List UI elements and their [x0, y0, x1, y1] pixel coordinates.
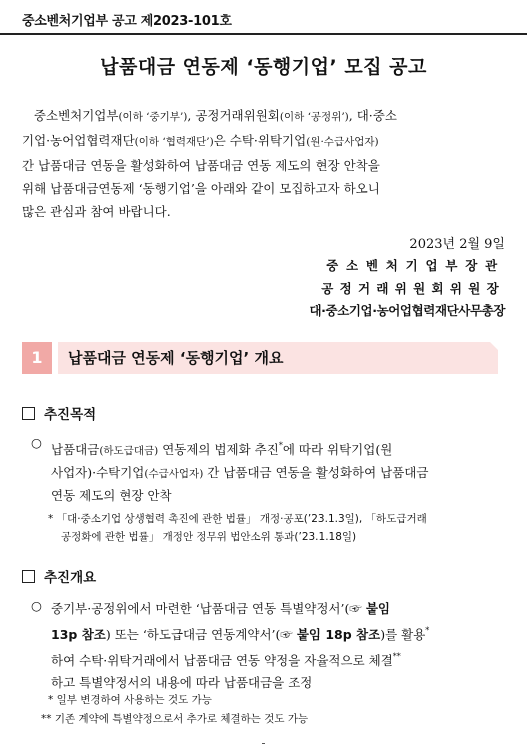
intro-text: , 대·중소	[348, 108, 397, 123]
intro-line-2	[22, 129, 504, 154]
section-number: 1	[22, 342, 52, 374]
intro-aside: (이하 ‘공정위’)	[279, 111, 349, 123]
text: 납품대금	[51, 442, 100, 457]
intro-line-3: 간 납품대금 연동을 활성화하여 납품대금 연동 제도의 현장 안착을	[22, 158, 380, 173]
notice-date: 2023년 2월 9일	[409, 237, 505, 252]
purpose-footnote	[48, 510, 427, 546]
section-title: 납품대금 연동제 ‘동행기업’ 개요	[68, 349, 284, 367]
footnote-mark: *	[278, 441, 283, 450]
text: 하여 수탁·위탁거래에서 납품대금 연동 약정을 자율적으로 체결	[51, 653, 393, 668]
intro-line-4: 위해 납품대금연동제 ‘동행기업’을 아래와 같이 모집하고자 하오니	[22, 181, 380, 196]
text-aside: (하도급대금)	[99, 445, 159, 457]
text: 연동제의 법제화 추진	[158, 442, 279, 457]
intro-aside: (원·수급사업자)	[306, 136, 379, 148]
overview-footnote-1: * 일부 변경하여 사용하는 것도 가능	[48, 694, 212, 706]
footnote-line-2: 공정화에 관한 법률」 개정안 정무위 법안소위 통과(’23.1.18일)	[61, 531, 357, 543]
circle-bullet-icon: ○	[31, 598, 42, 613]
heading-overview	[22, 566, 96, 586]
purpose-paragraph	[51, 435, 503, 507]
attachment-reference: 13p 참조	[51, 627, 106, 642]
intro-text: 중소벤처기업부	[33, 108, 119, 123]
intro-text: 기업·농어업협력재단	[22, 133, 135, 148]
square-bullet-icon	[22, 570, 35, 583]
section-title-box	[58, 342, 498, 374]
text: 간 납품대금 연동을 활성화하여 납품대금	[203, 465, 429, 480]
header-divider	[0, 33, 527, 35]
text: 에 따라 위탁기업(원	[282, 442, 393, 457]
attachment-reference: 붙임 18p 참조	[296, 627, 381, 642]
attachment-reference: 붙임	[365, 601, 390, 616]
square-bullet-icon	[22, 407, 35, 420]
intro-text: 은 수탁·위탁기업	[213, 133, 307, 148]
text-aside: (수급사업자)	[144, 468, 204, 480]
text: 사업자)·수탁기업	[51, 465, 145, 480]
heading-purpose	[22, 403, 96, 423]
footnote-line-1: * 「대·중소기업 상생협력 촉진에 관한 법률」 개정·공포(’23.1.3일), 「하도급거래	[48, 513, 427, 525]
overview-line-3	[51, 646, 503, 672]
purpose-line-2	[51, 462, 503, 485]
section-header	[22, 342, 498, 374]
footnote-mark: *	[425, 626, 430, 635]
text: )를 활용	[380, 627, 426, 642]
purpose-line-3: 연동 제도의 현장 안착	[51, 488, 172, 503]
circle-bullet-icon: ○	[31, 435, 42, 450]
page-title: 납품대금 연동제 ‘동행기업’ 모집 공고	[100, 56, 427, 78]
footnote-mark: **	[392, 652, 401, 661]
heading-text: 추진목적	[44, 407, 97, 423]
signatory-foundation-secretary: 대·중소기업·농어업협력재단사무총장	[309, 303, 505, 318]
overview-line-4: 하고 특별약정서의 내용에 따라 납품대금을 조정	[51, 675, 313, 690]
folded-corner-decoration	[490, 342, 498, 350]
purpose-line-1	[51, 435, 503, 462]
text: 중기부·공정위에서 마련한 ‘납품대금 연동 특별약정서’(☞	[51, 601, 366, 616]
signatory-minister: 중소벤처기업부장관	[326, 258, 505, 273]
overview-footnote-2: ** 기존 계약에 특별약정으로서 추가로 체결하는 것도 가능	[41, 713, 309, 725]
overview-line-2	[51, 620, 503, 646]
intro-text: , 공정거래위원회	[187, 108, 280, 123]
overview-line-1	[51, 598, 503, 620]
intro-line-1	[22, 104, 504, 129]
intro-paragraph	[22, 104, 504, 223]
notice-number: 중소벤처기업부 공고 제2023-101호	[22, 14, 232, 29]
intro-aside: (이하 ‘중기부’)	[118, 111, 188, 123]
overview-paragraph	[51, 598, 503, 694]
heading-text: 추진개요	[44, 570, 97, 586]
intro-line-5: 많은 관심과 참여 바랍니다.	[22, 204, 171, 219]
page-footer-mark	[262, 743, 265, 744]
signatory-ftc-chair: 공정거래위원회위원장	[321, 281, 505, 296]
text: ) 또는 ‘하도급대금 연동계약서’(☞	[105, 627, 297, 642]
intro-aside: (이하 ‘협력재단’)	[134, 136, 214, 148]
